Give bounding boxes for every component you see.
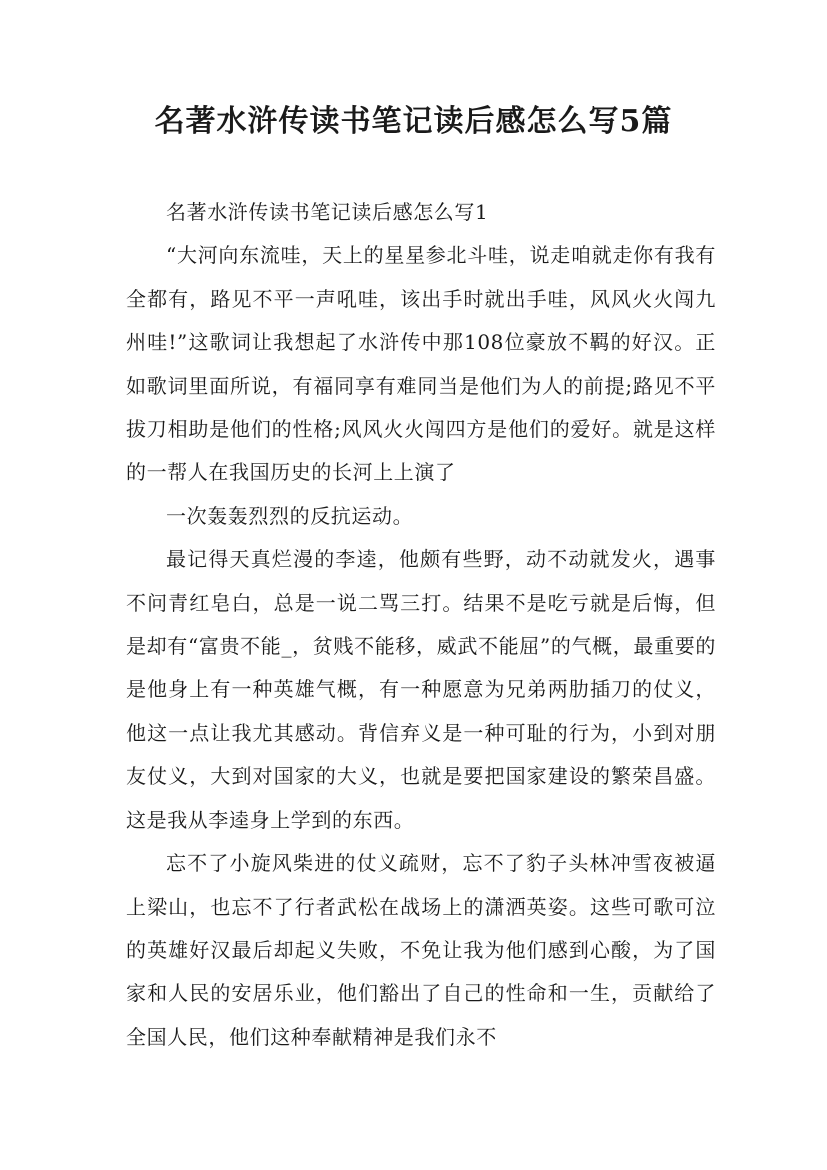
paragraph: 一次轰轰烈烈的反抗运动。 <box>166 503 414 528</box>
paragraph: 最记得天真烂漫的李逵，他颇有些野，动不动就发火，遇事不问青红皂白，总是一说二骂三打。结果不是吃亏就是后悔，但是却有“富贵不能_，贫贱不能移，威武不能屈”的气概，最重要的是他身上有一种英雄气概，有一种愿意为兄弟两肋插刀的仗义，他这一点让我尤其感动。背信弃义是一种可耻的行为，小到对朋友仗义，大到对国家的大义，也就是要把国家建设的繁荣昌盛。这是我从李逵身上学到的东西。 <box>126 547 716 832</box>
paragraph: “大河向东流哇，天上的星星参北斗哇，说走咱就走你有我有全都有，路见不平一声吼哇，该出手时就出手哇，风风火火闯九州哇!”这歌词让我想起了水浒传中那108位豪放不羁的好汉。正如歌词里面所说，有福同享有难同当是他们为人的前提;路见不平拔刀相助是他们的性格;风风火火闯四方是他们的爱好。就是这样的一帮人在我国历史的长河上上演了 <box>126 243 716 485</box>
section-heading: 名著水浒传读书笔记读后感怎么写1 <box>166 200 489 224</box>
document-body <box>126 191 716 1059</box>
document-title: 名著水浒传读书笔记读后感怎么写5篇 <box>154 104 673 139</box>
paragraph: 忘不了小旋风柴进的仗义疏财，忘不了豹子头林冲雪夜被逼上梁山，也忘不了行者武松在战场上的潇洒英姿。这些可歌可泣的英雄好汉最后却起义失败，不免让我为他们感到心酸，为了国家和人民的安居乐业，他们豁出了自己的性命和一生，贡献给了全国人民，他们这种奉献精神是我们永不 <box>126 851 716 1049</box>
